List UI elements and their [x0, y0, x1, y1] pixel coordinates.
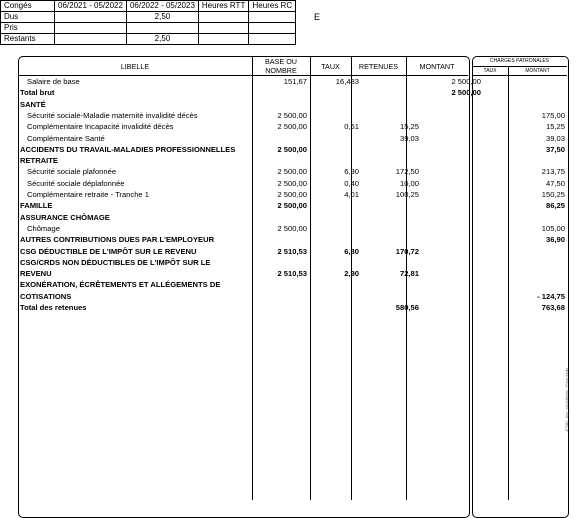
line-ch: 150,25	[541, 190, 565, 199]
conges-cell-c4	[249, 34, 296, 45]
conges-table	[0, 0, 296, 45]
conges-cell-c2	[126, 23, 198, 34]
payslip-line	[18, 246, 568, 257]
line-ch: 175,00	[541, 110, 565, 120]
line-label: Sécurité sociale déplafonnée	[27, 178, 125, 188]
line-label: CSG/CRDS NON DÉDUCTIBLES DE L'IMPÔT SUR LE	[20, 257, 211, 267]
line-label: Salaire de base	[27, 77, 80, 86]
header-charges: CHARGES PATRONALES	[490, 58, 549, 64]
line-taux: 6,80	[344, 246, 359, 256]
header-charges-taux: TAUX	[483, 68, 497, 74]
header-taux: TAUX	[321, 62, 340, 71]
conges-cell-c4	[249, 12, 296, 23]
conges-cell-c1	[55, 12, 127, 23]
line-ret: 39,03	[399, 133, 419, 143]
conges-cell-c3	[198, 23, 248, 34]
line-label: COTISATIONS	[20, 291, 72, 301]
conges-cell-label: Dus	[1, 12, 55, 23]
line-ch: 36,90	[545, 235, 565, 245]
conges-cell-c4	[249, 23, 296, 34]
payslip-line	[18, 99, 568, 110]
conges-cell-c2: 2,50	[126, 34, 198, 45]
line-base: 2 500,00	[277, 190, 307, 199]
line-label: Sécurité sociale plafonnée	[27, 167, 117, 177]
payslip-line	[18, 76, 568, 87]
line-label: ASSURANCE CHÔMAGE	[20, 212, 110, 222]
line-label: Total des retenues	[20, 303, 87, 312]
conges-cell-c2: 2,50	[126, 12, 198, 23]
line-taux: 6,90	[344, 167, 359, 177]
header-libelle: LIBELLE	[120, 62, 150, 71]
line-ch: 47,50	[545, 178, 565, 188]
conges-cell-c3	[198, 34, 248, 45]
line-taux: 4,01	[344, 190, 359, 199]
line-taux: 16,483	[335, 77, 359, 86]
line-label: EXONÉRATION, ÉCRÊTEMENTS ET ALLÉGEMENTS DE	[20, 280, 221, 290]
conges-cell-c1	[55, 34, 127, 45]
line-label: Complémentaire Incapacité invalidité décès	[27, 122, 174, 132]
payslip-line	[18, 189, 568, 200]
line-label: Sécurité sociale-Maladie maternité invalidité décès	[27, 110, 198, 120]
conges-cell-c4: Heures RC	[249, 1, 296, 12]
line-label: Total brut	[20, 88, 55, 98]
line-base: 2 500,00	[277, 167, 307, 177]
conges-row	[1, 23, 296, 34]
line-label: Chômage	[27, 223, 60, 233]
side-note: JTTAD - Syn - iml-d-Mobile - Prévu Sante	[565, 367, 569, 432]
payslip-line	[18, 133, 568, 144]
conges-cell-label: Pris	[1, 23, 55, 34]
line-ret: 15,25	[399, 122, 419, 132]
line-ret: 580,56	[395, 303, 419, 312]
line-ret: 10,00	[399, 178, 419, 188]
payslip-line	[18, 302, 568, 313]
conges-row	[1, 1, 296, 12]
conges-cell-label: Restants	[1, 34, 55, 45]
header-base-line1: BASE OU	[265, 57, 297, 66]
line-base: 2 510,53	[277, 269, 307, 279]
page-marker: E	[314, 12, 321, 22]
line-base: 151,67	[283, 77, 307, 86]
line-base: 2 500,00	[277, 201, 307, 211]
payslip-line	[18, 291, 568, 302]
line-ret: 100,25	[395, 190, 419, 199]
line-ch: 39,03	[545, 133, 565, 143]
payslip-line	[18, 234, 568, 245]
line-base: 2 500,00	[277, 110, 307, 120]
payslip-line	[18, 279, 568, 290]
line-ch: 37,50	[545, 144, 565, 154]
line-base: 2 510,53	[277, 246, 307, 256]
line-label: Complémentaire retraite - Tranche 1	[27, 190, 149, 199]
conges-cell-c3: Heures RTT	[198, 1, 248, 12]
line-ret: 172,50	[395, 167, 419, 177]
line-ch: - 124,75	[537, 291, 565, 301]
payslip-line	[18, 178, 568, 189]
conges-cell-c1	[55, 23, 127, 34]
line-label: REVENU	[20, 269, 52, 279]
header-charges-montant: MONTANT	[525, 68, 550, 74]
line-base: 2 500,00	[277, 223, 307, 233]
line-label: AUTRES CONTRIBUTIONS DUES PAR L'EMPLOYEUR	[20, 235, 215, 245]
payslip-line	[18, 121, 568, 132]
line-ch: 213,75	[541, 167, 565, 177]
line-ch: 86,25	[545, 201, 565, 211]
line-taux: 0,61	[344, 122, 359, 132]
header-retenues: RETENUES	[358, 62, 399, 71]
charges-header-rule-top	[472, 66, 567, 67]
line-ch: 105,00	[541, 223, 565, 233]
payslip-line	[18, 155, 568, 166]
conges-cell-c2: 06/2022 - 05/2023	[126, 1, 198, 12]
line-base: 2 500,00	[277, 122, 307, 132]
line-taux: 2,90	[344, 269, 359, 279]
line-label: FAMILLE	[20, 201, 53, 211]
payslip-line	[18, 110, 568, 121]
payslip-line	[18, 166, 568, 177]
payslip-line	[18, 87, 568, 98]
line-ch: 15,25	[545, 122, 565, 132]
line-label: ACCIDENTS DU TRAVAIL-MALADIES PROFESSIONNELLES	[20, 144, 236, 154]
line-ch: 763,68	[541, 303, 565, 312]
conges-cell-label: Congés	[1, 1, 55, 12]
conges-cell-c3	[198, 12, 248, 23]
payslip-line	[18, 268, 568, 279]
line-mont: 2 500,00	[451, 77, 481, 86]
header-montant: MONTANT	[419, 62, 455, 71]
line-label: SANTÉ	[20, 99, 46, 109]
conges-row	[1, 12, 296, 23]
line-taux: 0,40	[344, 178, 359, 188]
line-base: 2 500,00	[277, 178, 307, 188]
payslip-line	[18, 144, 568, 155]
payslip-line	[18, 212, 568, 223]
payslip-line	[18, 200, 568, 211]
payslip-line	[18, 223, 568, 234]
line-ret: 170,72	[395, 246, 419, 256]
header-base-line2: NOMBRE	[265, 66, 297, 75]
payslip-line	[18, 257, 568, 268]
conges-cell-c1: 06/2021 - 05/2022	[55, 1, 127, 12]
line-label: RETRAITE	[20, 156, 58, 166]
line-mont: 2 500,00	[451, 88, 481, 98]
line-label: CSG DÉDUCTIBLE DE L'IMPÔT SUR LE REVENU	[20, 246, 197, 256]
line-base: 2 500,00	[277, 144, 307, 154]
line-ret: 72,81	[399, 269, 419, 279]
conges-row	[1, 34, 296, 45]
line-label: Complémentaire Santé	[27, 133, 105, 143]
